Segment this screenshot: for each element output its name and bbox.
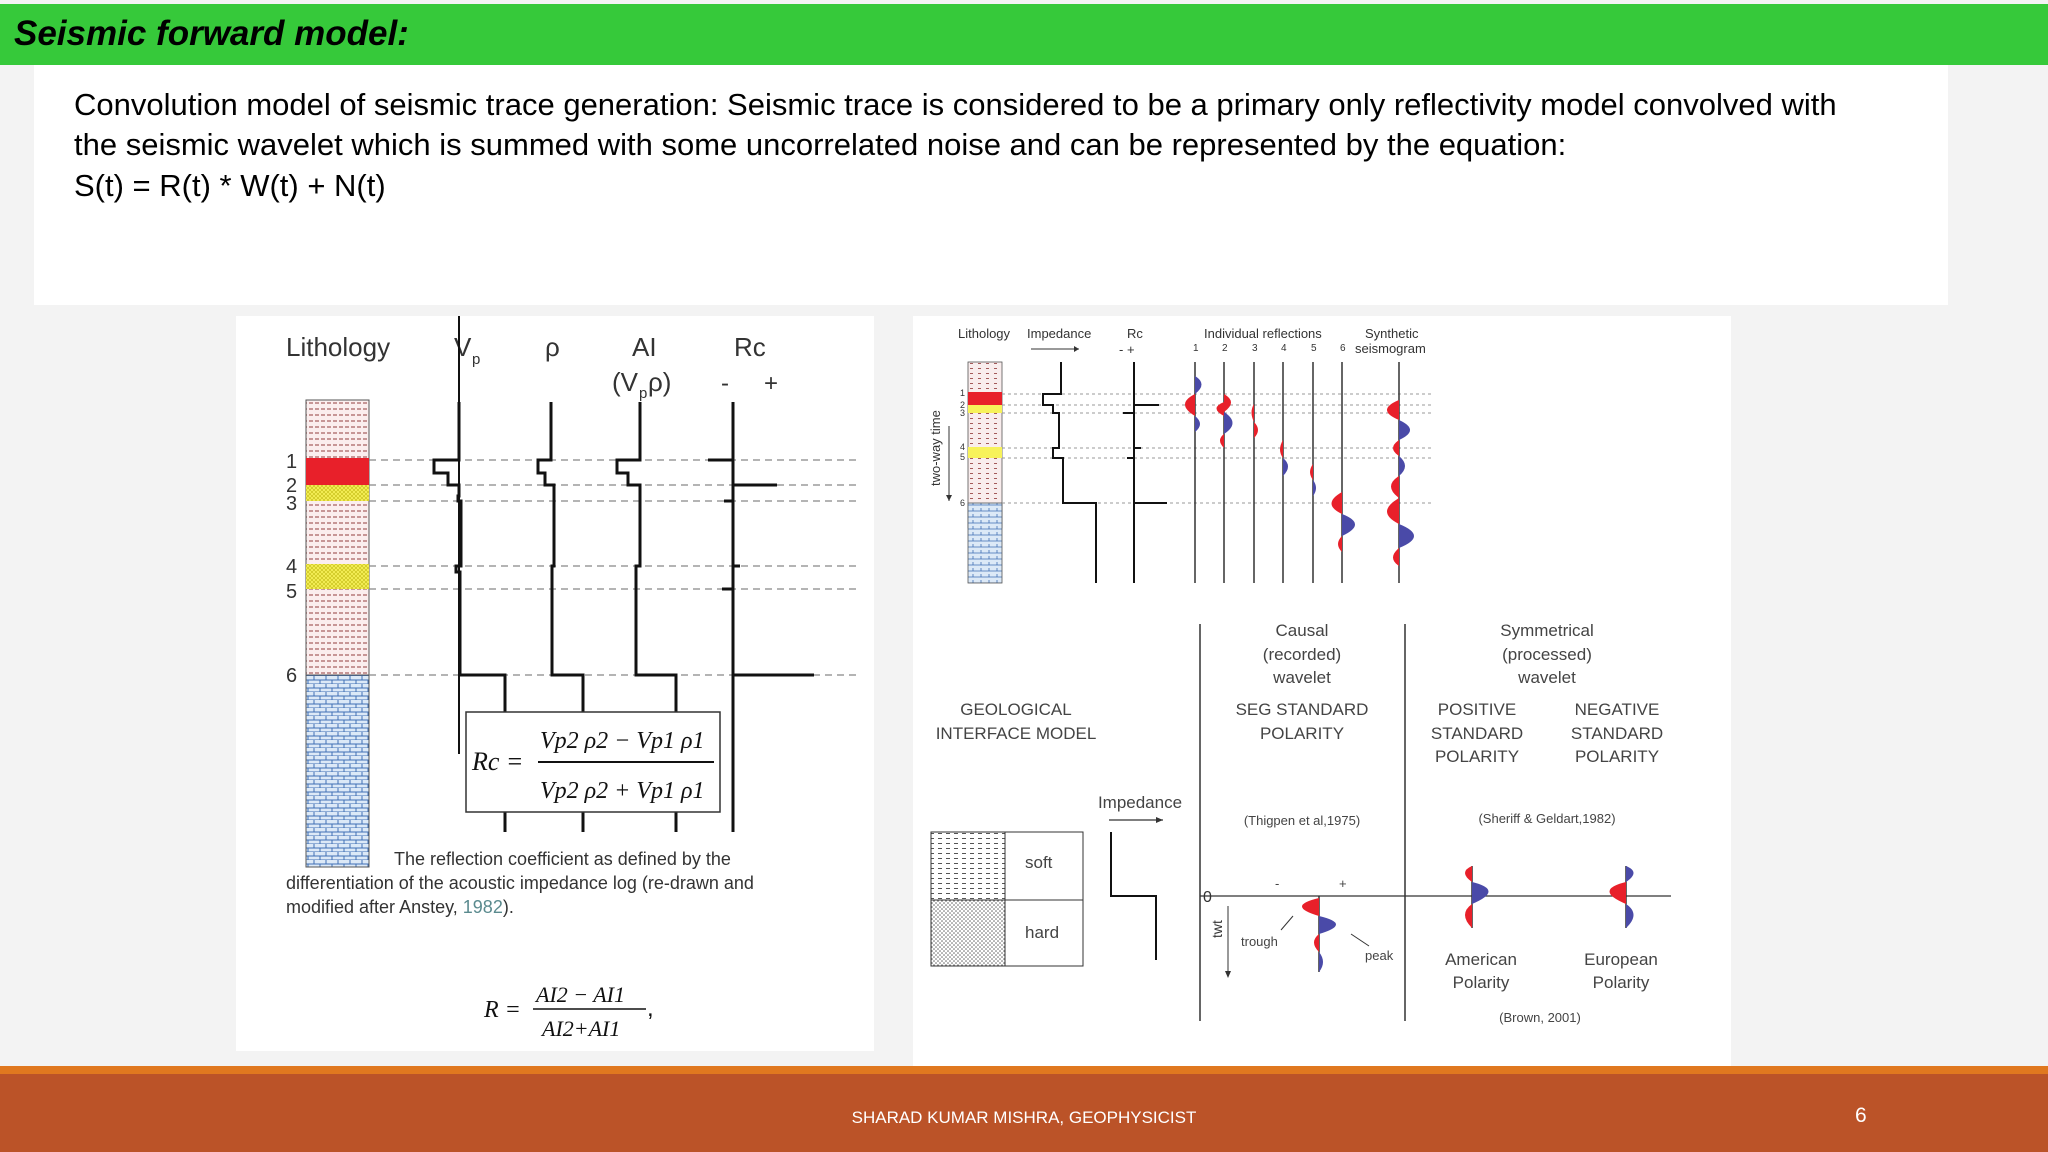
svg-text:2: 2 [1222,343,1228,354]
svg-text:INTERFACE MODEL: INTERFACE MODEL [935,724,1097,743]
svg-text:+: + [1339,876,1347,891]
svg-text:POLARITY: POLARITY [1574,747,1660,766]
svg-text:SEG STANDARD: SEG STANDARD [1235,700,1369,719]
svg-text:-: - [1275,876,1280,891]
svg-text:STANDARD: STANDARD [1430,724,1524,743]
svg-text:-: - [721,370,729,397]
svg-text:GEOLOGICAL: GEOLOGICAL [960,700,1072,719]
svg-text:Rc =: Rc = [472,747,524,776]
svg-text:5: 5 [960,452,966,462]
rho-header: ρ [545,332,560,362]
svg-text:Individual reflections: Individual reflections [1204,326,1322,341]
svg-text:AI2 − AI1: AI2 − AI1 [536,982,625,1007]
svg-text:(Sheriff & Geldart,1982): (Sheriff & Geldart,1982) [1478,811,1616,826]
svg-text:6: 6 [960,498,966,508]
equation-line: S(t) = R(t) * W(t) + N(t) [74,168,386,203]
svg-text:Rc: Rc [1127,326,1143,341]
svg-text:6: 6 [1340,343,1346,354]
slide-title: Seismic forward model: [14,14,409,53]
svg-text:Lithology: Lithology [958,326,1011,341]
svg-text:4: 4 [286,556,298,578]
svg-text:hard: hard [1025,923,1060,942]
svg-text:Symmetrical: Symmetrical [1500,621,1594,640]
svg-text:5: 5 [1311,343,1317,354]
svg-text:modified after Anstey, 1982).: modified after Anstey, 1982). [286,897,514,917]
svg-text:differentiation of the acousti: differentiation of the acoustic impedance log (re-drawn and [286,873,754,893]
svg-text:3: 3 [1252,343,1258,354]
svg-text:Vp2 ρ2 + Vp1 ρ1: Vp2 ρ2 + Vp1 ρ1 [540,778,705,804]
svg-text:(Thigpen et al,1975): (Thigpen et al,1975) [1243,813,1361,828]
svg-text:(Brown, 2001): (Brown, 2001) [1499,1010,1581,1025]
body-line-2: the seismic wavelet which is summed with some uncorrelated noise and can be represented by the equation: [74,127,1567,162]
svg-text:seismogram: seismogram [1355,341,1426,356]
svg-text:3: 3 [960,408,966,418]
svg-text:wavelet: wavelet [1518,668,1576,687]
svg-text:trough: trough [1241,934,1278,949]
lithology-header: Lithology [286,332,391,362]
svg-text:5: 5 [286,581,298,603]
svg-text:2: 2 [286,475,298,497]
svg-text:- +: - + [1119,342,1135,357]
svg-text:POLARITY: POLARITY [1434,747,1520,766]
svg-text:2: 2 [960,400,966,410]
rc-header: Rc [734,332,766,362]
svg-text:Causal: Causal [1275,621,1329,640]
svg-text:Vp2 ρ2 − Vp1 ρ1: Vp2 ρ2 − Vp1 ρ1 [540,728,705,754]
footer-accent-strip [0,1066,2048,1074]
svg-text:NEGATIVE: NEGATIVE [1574,700,1660,719]
svg-text:European: European [1584,950,1658,969]
svg-text:wavelet: wavelet [1273,668,1331,687]
svg-text:POLARITY: POLARITY [1259,724,1345,743]
footer-author: SHARAD KUMAR MISHRA, GEOPHYSICIST [851,1108,1197,1127]
svg-text:p: p [472,351,481,368]
svg-text:1: 1 [286,451,298,473]
svg-text:Synthetic: Synthetic [1365,326,1419,341]
svg-text:peak: peak [1365,948,1394,963]
seismogram-polarity-figure [913,316,1731,1066]
svg-text:POSITIVE: POSITIVE [1437,700,1517,719]
svg-text:1: 1 [960,388,966,398]
reflection-coefficient-figure [236,316,874,1051]
svg-text:(V: (V [612,367,638,397]
svg-text:3: 3 [286,493,298,515]
svg-text:p: p [639,385,648,402]
svg-text:two-way time: two-way time [928,410,943,486]
svg-text:Impedance: Impedance [1097,793,1183,812]
svg-text:0: 0 [1203,889,1212,906]
svg-text:twt: twt [1209,920,1225,938]
svg-text:(recorded): (recorded) [1262,645,1342,664]
ai-header: AI [632,332,657,362]
svg-text:ρ): ρ) [648,367,672,397]
svg-text:STANDARD: STANDARD [1570,724,1664,743]
svg-text:soft: soft [1025,853,1053,872]
body-line-1: Convolution model of seismic trace generation: Seismic trace is considered to be a primary only reflectivity model convolved with [74,87,1837,122]
svg-text:+: + [764,370,779,397]
svg-text:American: American [1445,950,1517,969]
svg-text:1: 1 [1193,343,1199,354]
svg-text:Polarity: Polarity [1452,973,1510,992]
svg-text:Impedance: Impedance [1027,326,1092,341]
svg-text:AI2+AI1: AI2+AI1 [542,1016,621,1041]
svg-text:(processed): (processed) [1502,645,1592,664]
svg-text:4: 4 [1281,343,1287,354]
svg-text:R =: R = [484,997,521,1023]
svg-text:6: 6 [286,665,298,687]
page-number: 6 [1855,1104,1867,1127]
svg-text:Polarity: Polarity [1592,973,1650,992]
svg-text:The reflection coefficient as: The reflection coefficient as defined by the [394,849,731,869]
svg-text:,: , [647,995,654,1022]
svg-text:4: 4 [960,442,966,452]
vp-header: V [454,332,472,362]
